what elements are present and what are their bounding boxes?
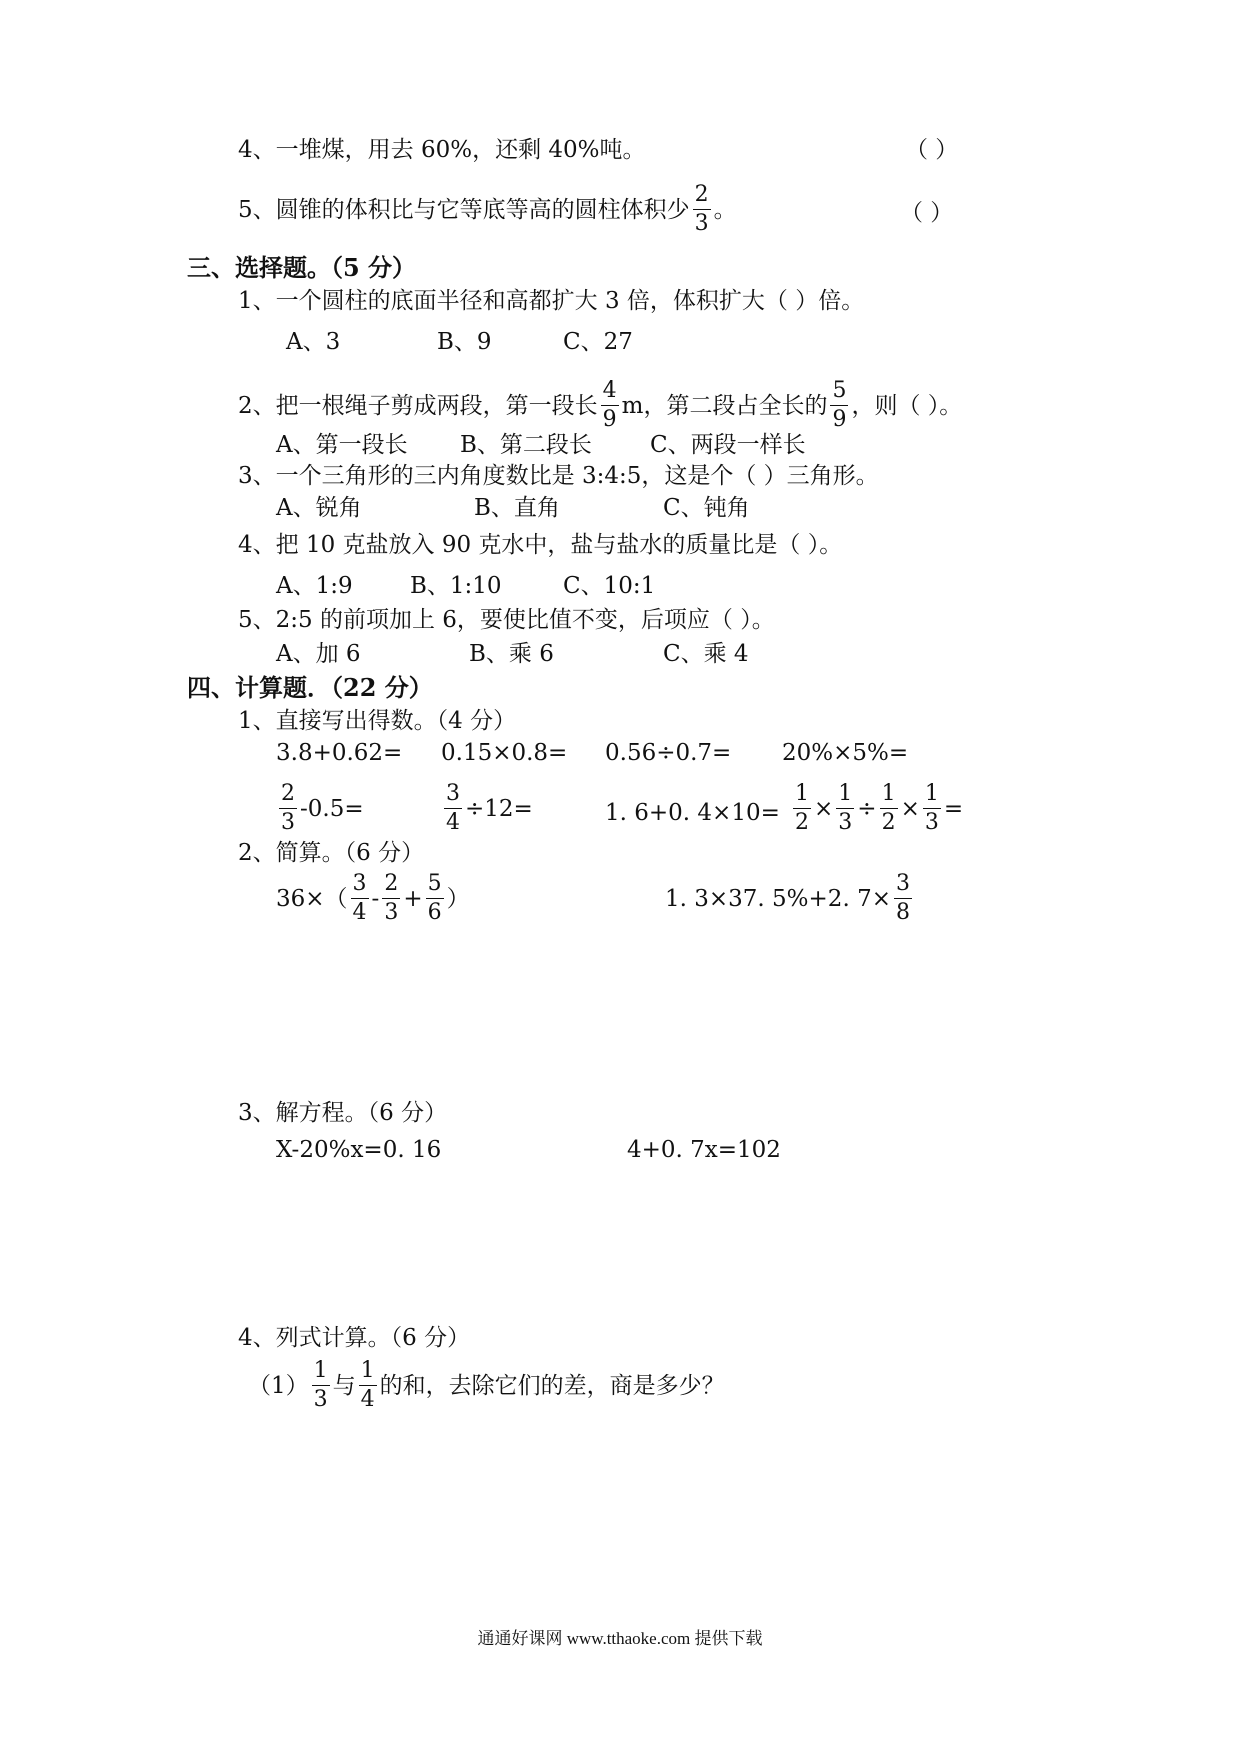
fraction: $\frac{4}{9}$	[602, 378, 617, 432]
s4-p3-eq1: X-20%x=0. 16	[276, 1137, 442, 1163]
s3-q4-option-b[interactable]: B、1:10	[410, 573, 502, 599]
fraction: $\frac{1}{4}$	[360, 1358, 375, 1412]
fraction: $\frac{1}{3}$	[838, 781, 853, 835]
s3-q4: 4、把 10 克盐放入 90 克水中，盐与盐水的质量比是（ ）。	[238, 532, 843, 558]
s4-p3-title: 3、解方程。（6 分）	[238, 1100, 448, 1126]
s3-q4-option-c[interactable]: C、10:1	[563, 573, 656, 599]
s4-p2-a: 36×（ $\frac{3}{4}$ - $\frac{2}{3}$ + $\frac{5}{6}$ ）	[276, 871, 470, 925]
s4-p1-r1-c: 0.56÷0.7=	[605, 740, 732, 766]
s3-q2-option-c[interactable]: C、两段一样长	[650, 432, 806, 458]
section3-heading: 三、选择题。（5 分）	[187, 253, 417, 282]
s3-q1: 1、一个圆柱的底面半径和高都扩大 3 倍，体积扩大（ ）倍。	[238, 288, 865, 314]
s4-p1-r2-c: 1. 6+0. 4×10=	[605, 800, 780, 826]
s2-q4-text: 4、一堆煤，用去 60%，还剩 40%吨。	[238, 137, 646, 163]
s3-q1-option-b[interactable]: B、9	[437, 329, 492, 355]
s3-q2-option-a[interactable]: A、第一段长	[276, 432, 408, 458]
s4-p2-title: 2、简算。（6 分）	[238, 840, 425, 866]
fraction: $\frac{3}{4}$	[352, 871, 367, 925]
page-footer: 通通好课网 www.tthaoke.com 提供下载	[477, 1629, 763, 1648]
s4-p1-r1-b: 0.15×0.8=	[441, 740, 568, 766]
s4-p1-r2-d: $\frac{1}{2}$ × $\frac{1}{3}$ ÷ $\frac{1}{2}$ × $\frac{1}{3}$ =	[795, 781, 964, 835]
s2-q5-answer-paren[interactable]: （ ）	[900, 200, 954, 226]
fraction: $\frac{3}{8}$	[895, 871, 910, 925]
section4-heading: 四、计算题．（22 分）	[187, 673, 433, 702]
s4-p4-title: 4、列式计算。（6 分）	[238, 1325, 471, 1351]
s3-q3-option-b[interactable]: B、直角	[474, 495, 560, 521]
fraction: $\frac{5}{6}$	[427, 871, 442, 925]
fraction: $\frac{2}{3}$	[281, 781, 295, 835]
s3-q5-option-a[interactable]: A、加 6	[276, 641, 361, 667]
s4-p1-title: 1、直接写出得数。（4 分）	[238, 708, 517, 734]
s4-p1-r2-a: $\frac{2}{3}$ -0.5=	[281, 781, 364, 835]
fraction: $\frac{1}{2}$	[795, 781, 809, 835]
s2-q5: 5、圆锥的体积比与它等底等高的圆柱体积少 $\frac{2}{3}$ 。	[238, 182, 737, 236]
fraction: $\frac{3}{4}$	[446, 781, 460, 835]
s3-q3-option-a[interactable]: A、锐角	[276, 495, 362, 521]
fraction: $\frac{5}{9}$	[832, 378, 847, 432]
s3-q3-option-c[interactable]: C、钝角	[663, 495, 750, 521]
s3-q5: 5、2:5 的前项加上 6，要使比值不变，后项应（ ）。	[238, 607, 775, 633]
fraction: $\frac{2}{3}$	[694, 182, 709, 236]
s3-q4-option-a[interactable]: A、1:9	[276, 573, 353, 599]
s2-q4-answer-paren[interactable]: （ ）	[905, 137, 959, 163]
s3-q5-option-c[interactable]: C、乘 4	[663, 641, 749, 667]
s2-q5-text: 5、圆锥的体积比与它等底等高的圆柱体积少	[238, 196, 690, 223]
s4-p1-r1-d: 20%×5%=	[782, 740, 909, 766]
s2-q4	[238, 135, 646, 165]
fraction: $\frac{2}{3}$	[384, 871, 399, 925]
fraction: $\frac{1}{2}$	[881, 781, 896, 835]
s4-p4-q1: （1） $\frac{1}{3}$ 与 $\frac{1}{4}$ 的和，去除它们的差，商是多少？	[248, 1358, 725, 1412]
s4-p1-r1-a: 3.8+0.62=	[276, 740, 403, 766]
s4-p3-eq2: 4+0. 7x=102	[627, 1137, 781, 1163]
s4-p1-r2-b: $\frac{3}{4}$ ÷12=	[446, 781, 533, 835]
s3-q1-option-c[interactable]: C、27	[563, 329, 633, 355]
s3-q2: 2、把一根绳子剪成两段，第一段长 $\frac{4}{9}$ m，第二段占全长的 $\frac{5}{9}$ ，则（ ）。	[238, 378, 963, 432]
fraction: $\frac{1}{3}$	[313, 1358, 328, 1412]
s3-q1-option-a[interactable]: A、3	[286, 329, 341, 355]
s4-p2-b: 1. 3×37. 5%+2. 7× $\frac{3}{8}$	[665, 871, 910, 925]
s3-q3: 3、一个三角形的三内角度数比是 3:4:5，这是个（ ）三角形。	[238, 463, 879, 489]
s3-q2-option-b[interactable]: B、第二段长	[460, 432, 592, 458]
s3-q5-option-b[interactable]: B、乘 6	[469, 641, 554, 667]
fraction: $\frac{1}{3}$	[924, 781, 939, 835]
